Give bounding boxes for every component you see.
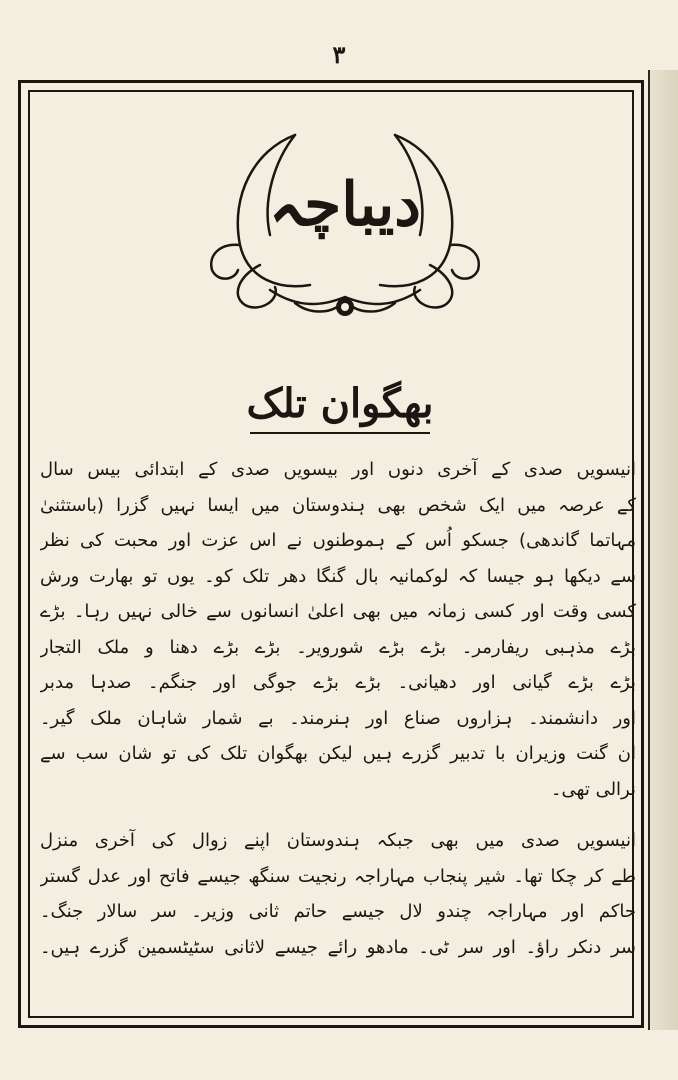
section-title-underline	[250, 432, 430, 434]
text-line: انیسویں صدی کے آخری دنوں اور بیسویں صدی کے ابتدائی بیس سال	[40, 459, 636, 480]
text-line: نرالی تھی۔	[550, 778, 636, 800]
text-line: بڑے بڑے گیانی اور دھیانی۔ بڑے بڑے جوگی اور جنگم۔ صدہا مدبر	[40, 672, 636, 693]
text-line: اور دانشمند۔ ہزاروں صناع اور ہنرمند۔ بے شمار شاہان ملک گیر۔	[40, 707, 636, 729]
text-line: انیسویں صدی میں بھی جبکہ ہندوستان اپنے زوال کی آخری منزل	[40, 830, 636, 851]
text-line: ان گنت وزیران با تدبیر گزرے ہیں لیکن بھگوان تلک کی تو شان سب سے	[40, 743, 636, 764]
text-line: سر دنکر راؤ۔ اور سر ٹی۔ مادھو رائے جیسے لاثانی سٹیٹسمین گزرے ہیں۔	[40, 936, 636, 958]
paragraph-2	[40, 823, 636, 965]
section-title: بھگوان تلک	[246, 380, 434, 427]
paragraph-1	[40, 452, 636, 807]
text-line: بڑے مذہبی ریفارمر۔ بڑے بڑے شورویر۔ بڑے بڑے دھنا و ملک التجار	[40, 636, 636, 658]
text-line: طے کر چکا تھا۔ شیر پنجاب مہاراجہ رنجیت سنگھ جیسے فاتح اور عدل گستر	[40, 865, 636, 887]
text-line: مہاتما گاندھی) جسکو اُس کے ہموطنوں نے اس عزت اور محبت کی نظر	[40, 530, 636, 551]
text-line: سے دیکھا ہو جیسا کہ لوکمانیہ بال گنگا دھر تلک کو۔ یوں تو بھارت ورش	[40, 565, 636, 587]
text-line: کسی وقت اور کسی زمانہ میں بھی اعلیٰ انسانوں سے خالی نہیں رہا۔ بڑے	[40, 601, 636, 622]
adjacent-page-edge	[648, 70, 678, 1030]
text-line: حاکم اور مہاراجہ چندو لال جیسے حاتم ثانی وزیر۔ سر سالار جنگ۔	[40, 901, 636, 922]
page-number: ۳	[332, 40, 346, 69]
body-text	[40, 452, 636, 965]
page-heading: دیباچہ	[268, 170, 422, 240]
text-line: کے عرصہ میں ایک شخص بھی ہندوستان میں ایسا نہیں گزرا (باستثنیٰ	[40, 494, 636, 516]
